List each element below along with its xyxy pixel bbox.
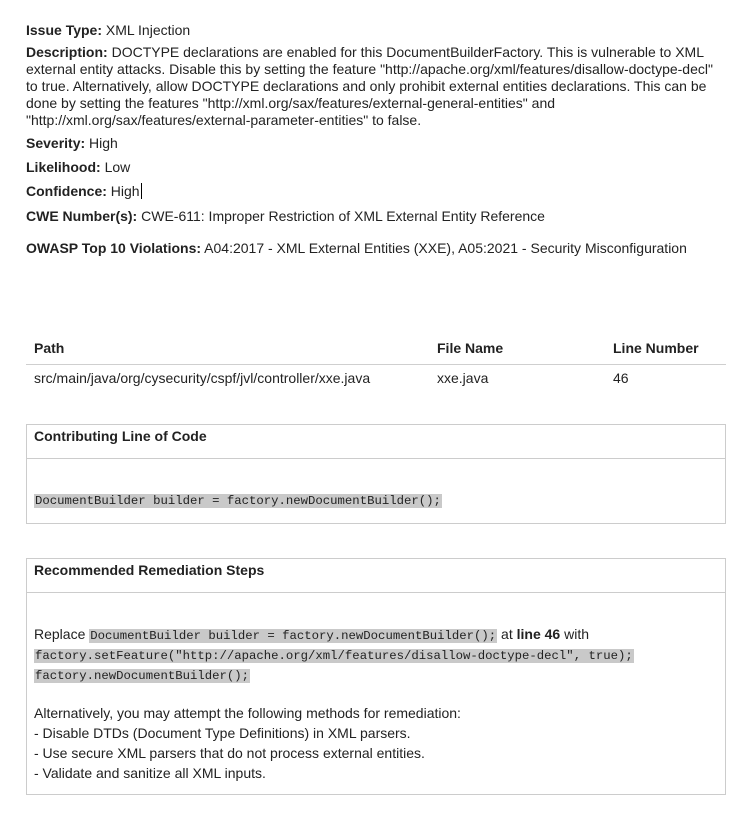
fix-code-line-2 <box>34 665 718 685</box>
column-header-line-number: Line Number <box>605 337 726 365</box>
alternative-item: - Use secure XML parsers that do not process external entities. <box>34 745 425 761</box>
cwe-label: CWE Number(s): <box>26 208 138 224</box>
description-label: Description: <box>26 44 108 60</box>
table-row <box>26 365 726 389</box>
alternative-item: - Validate and sanitize all XML inputs. <box>34 765 266 781</box>
remediation-panel <box>26 558 726 795</box>
column-header-path: Path <box>26 337 429 365</box>
likelihood-label: Likelihood: <box>26 159 101 175</box>
fix-code-2: factory.newDocumentBuilder(); <box>35 669 250 683</box>
alternative-item: - Disable DTDs (Document Type Definitions) in XML parsers. <box>34 725 411 741</box>
contributing-line-title: Contributing Line of Code <box>27 425 725 459</box>
description-field <box>26 44 726 129</box>
description-value: DOCTYPE declarations are enabled for this DocumentBuilderFactory. This is vulnerable to XML external entity attacks. Disable this by setting the feature "http://apache.org/xml/features/disallow-doctype-decl" to true. Alternatively, allow DOCTYPE declarations and only prohibit external entities declarations. This can be done by setting the features "http://xml.org/sax/features/external-general-entities" and "http://xml.org/sax/features/external-parameter-entities" to false. <box>26 44 713 128</box>
owasp-value: A04:2017 - XML External Entities (XXE), A05:2021 - Security Misconfiguration <box>204 240 687 256</box>
cwe-field <box>26 208 726 225</box>
owasp-field <box>26 240 726 257</box>
alternative-intro: Alternatively, you may attempt the following methods for remediation: <box>34 705 461 721</box>
fix-code-1: factory.setFeature("http://apache.org/xml/features/disallow-doctype-decl", true); <box>35 649 633 663</box>
cwe-value: CWE-611: Improper Restriction of XML External Entity Reference <box>141 208 545 224</box>
owasp-label: OWASP Top 10 Violations: <box>26 240 202 256</box>
severity-field <box>26 135 726 152</box>
cell-path: src/main/java/org/cysecurity/cspf/jvl/controller/xxe.java <box>34 369 371 386</box>
confidence-label: Confidence: <box>26 183 107 199</box>
issue-details <box>26 22 726 257</box>
confidence-value[interactable]: High <box>110 183 140 199</box>
column-header-file-name: File Name <box>429 337 605 365</box>
at-word: at <box>501 626 513 642</box>
likelihood-value: Low <box>104 159 131 175</box>
cell-file-name: xxe.java <box>437 369 489 386</box>
remediation-body <box>27 593 725 783</box>
with-word: with <box>564 626 589 642</box>
line-reference: line 46 <box>516 626 561 642</box>
table-header-row <box>26 337 726 365</box>
remediation-replace-line <box>34 625 718 645</box>
cell-line-number: 46 <box>613 369 629 386</box>
issue-type-field <box>26 22 726 39</box>
contributing-code: DocumentBuilder builder = factory.newDocumentBuilder(); <box>35 494 441 508</box>
likelihood-field <box>26 159 726 176</box>
contributing-line-panel <box>26 424 726 524</box>
issue-type-value: XML Injection <box>105 22 191 38</box>
fix-code-line-1 <box>34 645 718 665</box>
issue-type-label: Issue Type: <box>26 22 102 38</box>
replace-code: DocumentBuilder builder = factory.newDocumentBuilder(); <box>90 629 497 643</box>
replace-word: Replace <box>34 626 86 642</box>
text-cursor <box>141 183 142 199</box>
severity-label: Severity: <box>26 135 86 151</box>
files-table <box>26 337 726 388</box>
severity-value: High <box>89 135 118 151</box>
contributing-line-body <box>27 459 725 508</box>
confidence-field[interactable] <box>26 183 726 200</box>
alternative-methods <box>34 703 718 783</box>
remediation-title: Recommended Remediation Steps <box>27 559 725 593</box>
